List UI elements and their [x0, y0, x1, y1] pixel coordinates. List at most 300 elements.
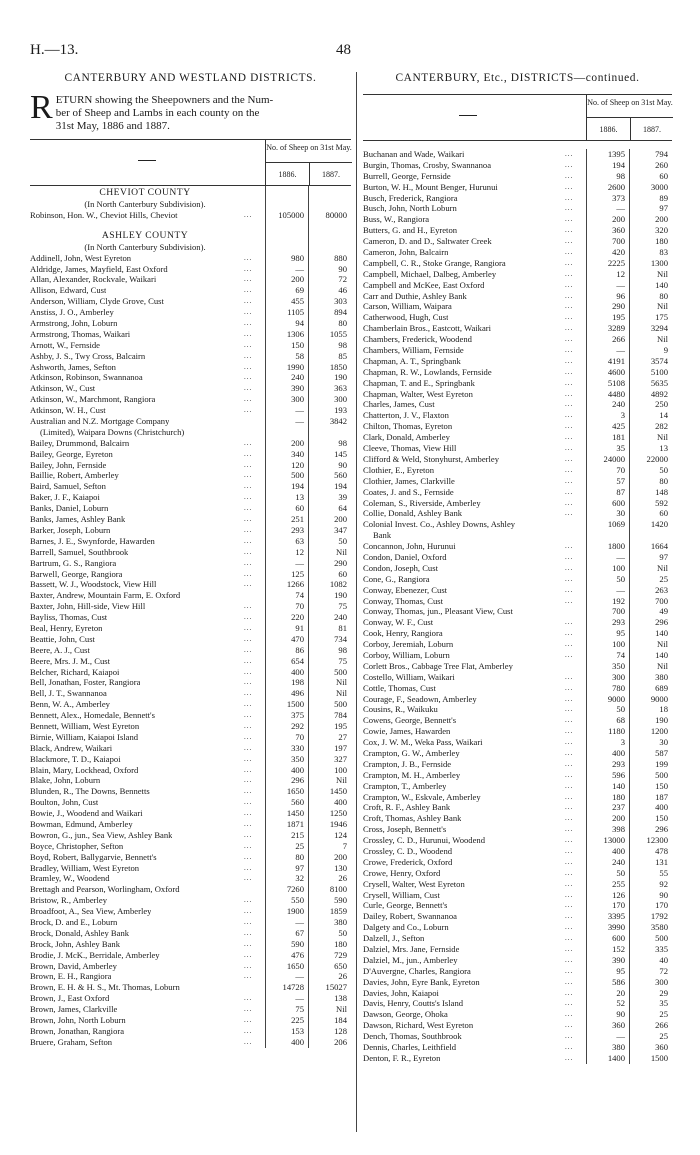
sheep-count-1887: 194 [334, 481, 347, 492]
sheepowner-row [363, 759, 672, 770]
sheep-count-1887: 592 [655, 497, 668, 508]
sheep-count-1887: 400 [655, 802, 668, 813]
sheepowner-row [363, 454, 672, 465]
sheep-count-1886: 98 [616, 170, 625, 181]
leader-dots: ... [244, 558, 253, 567]
owner-name: Conway, Ebenezer, Cust [363, 584, 448, 595]
sheep-count-1887: 98 [338, 339, 347, 350]
sheep-count-1886: 95 [616, 628, 625, 639]
leader-dots: ... [565, 857, 574, 866]
sheep-count-1886: 1069 [607, 519, 625, 530]
sheep-count-1886: 1306 [286, 328, 304, 339]
sheep-count-1886: 425 [612, 421, 625, 432]
owner-name: Condon, Daniel, Oxford [363, 551, 447, 562]
sheep-count-1887: 75 [338, 655, 347, 666]
owner-name: Beal, Henry, Eyreton [30, 622, 103, 633]
sheep-count-1887: 784 [334, 710, 347, 721]
leader-dots: ... [565, 422, 574, 431]
sheep-count-1886: 3 [620, 737, 625, 748]
sheepowner-row [30, 754, 351, 765]
sheepowner-row [363, 704, 672, 715]
owner-name: Conway, Thomas, Cust [363, 595, 443, 606]
sheepowner-row [363, 1009, 672, 1020]
sheepowner-row [363, 149, 672, 160]
sheep-count-1886: — [616, 279, 625, 290]
sheep-count-1887: Nil [657, 660, 668, 671]
owner-name: Belcher, Richard, Kaiapoi [30, 666, 120, 677]
owner-name: Chapman, Walter, West Eyreton [363, 388, 473, 399]
owner-name: Cottle, Thomas, Cust [363, 682, 436, 693]
owner-name: Birnie, William, Kaiapoi Island [30, 731, 139, 742]
leader-dots: ... [244, 732, 253, 741]
sheep-count-1886: 60 [295, 503, 304, 514]
sheepowner-row [363, 356, 672, 367]
leader-dots: ... [565, 302, 574, 311]
leader-dots: ... [565, 389, 574, 398]
owner-name: Brock, D. and E., Loburn [30, 917, 118, 927]
sheepowner-row [30, 699, 351, 710]
owner-name: Busch, John, North Loburn [363, 203, 457, 214]
leader-dots: ... [565, 738, 574, 747]
leader-dots: ... [244, 373, 253, 382]
leader-dots: ... [244, 286, 253, 295]
sheep-count-1887: 90 [659, 889, 668, 900]
county-heading [30, 186, 351, 199]
owner-name: Blunden, R., The Downs, Bennetts [30, 786, 150, 797]
sheep-count-1886: 194 [291, 481, 304, 492]
leader-dots: ... [565, 574, 574, 583]
owner-name: Brown, David, Amberley [30, 960, 117, 971]
sheepowner-row [363, 988, 672, 999]
sheep-count-1886: 292 [291, 720, 304, 731]
owner-name: Cowie, James, Hawarden [363, 726, 451, 737]
sheepowner-row [363, 508, 672, 519]
sheep-count-1886: — [616, 551, 625, 562]
owner-name: Bradley, William, West Eyreton [30, 862, 140, 873]
sheepowner-row [363, 1042, 672, 1053]
sheepowner-row [363, 465, 672, 476]
sheepowner-row [363, 530, 672, 541]
sheepowner-row [363, 737, 672, 748]
owner-name: Broadfoot, A., Sea View, Amberley [30, 906, 152, 917]
owner-name: Beattie, John, Cust [30, 633, 95, 644]
owner-name: Buss, W., Rangiora [363, 214, 430, 225]
leader-dots: ... [244, 406, 253, 415]
sheep-count-1887: 195 [334, 720, 347, 731]
sheepowner-row [363, 824, 672, 835]
sheep-count-1887: 300 [334, 394, 347, 405]
sheep-count-1886: 296 [291, 775, 304, 786]
owner-name: Crowe, Frederick, Oxford [363, 856, 453, 867]
owner-name: Crossley, C. D., Hurunui, Woodend [363, 835, 486, 846]
sheep-count-1887: 250 [655, 399, 668, 410]
sheepowner-row [30, 210, 351, 221]
sheepowner-row [30, 863, 351, 874]
sheepowner-row [30, 786, 351, 797]
sheepowner-row [363, 280, 672, 291]
owner-name: Blackmore, T. D., Kaiapoi [30, 753, 121, 764]
owner-name: Brock, John, Ashley Bank [30, 938, 120, 949]
owner-name: Bristow, R., Amberley [30, 895, 108, 906]
leader-dots: ... [244, 765, 253, 774]
sheep-count-1886: 126 [612, 889, 625, 900]
sheep-count-1887: 140 [655, 649, 668, 660]
header-dash [138, 160, 156, 161]
sheep-count-1887: 1420 [650, 519, 668, 530]
leader-dots: ... [244, 819, 253, 828]
subdivision-note [30, 242, 351, 253]
sheep-count-1887: 50 [338, 535, 347, 546]
owner-name: Brock, Donald, Ashley Bank [30, 927, 130, 938]
intro-line: 31st May, 1886 and 1887. [55, 120, 170, 132]
sheep-count-1886: 200 [291, 274, 304, 285]
sheep-count-1887: 81 [338, 622, 347, 633]
sheepowner-row [30, 732, 351, 743]
sheep-count-1886: 3990 [607, 922, 625, 933]
sheepowner-row [30, 852, 351, 863]
sheep-count-1886: 300 [612, 671, 625, 682]
sheepowner-row [30, 394, 351, 405]
sheepowner-row [363, 160, 672, 171]
sheep-count-1886: 70 [616, 464, 625, 475]
owner-name: Brown, James, Clarkville [30, 1004, 118, 1015]
sheepowner-row [363, 345, 672, 356]
sheep-count-1887: 170 [655, 900, 668, 911]
section-label: ASHLEY COUNTY [101, 229, 189, 241]
owner-name: Bramley, W., Woodend [30, 873, 110, 884]
sheep-count-1886: 390 [612, 954, 625, 965]
sheep-count-1887: 85 [338, 350, 347, 361]
sheepowner-row [30, 743, 351, 754]
sheep-count-1886: 980 [291, 252, 304, 263]
sheepowner-row [363, 563, 672, 574]
sheep-count-1887: 266 [655, 1020, 668, 1031]
sheep-count-1886: 1400 [607, 1052, 625, 1063]
leader-dots: ... [565, 1032, 574, 1041]
sheep-count-1886: 600 [612, 497, 625, 508]
sheep-count-1886: 1871 [286, 818, 304, 829]
leader-dots: ... [565, 966, 574, 975]
leader-dots: ... [565, 727, 574, 736]
sheepowner-row [363, 1031, 672, 1042]
leader-dots: ... [244, 264, 253, 273]
sheepowner-row [363, 410, 672, 421]
owner-name: Brodie, J. McK., Berridale, Amberley [30, 949, 160, 960]
leader-dots: ... [244, 721, 253, 730]
sheep-count-1887: 5635 [650, 377, 668, 388]
column-rule [629, 149, 630, 1064]
leader-dots: ... [565, 988, 574, 997]
sheep-count-1886: 496 [291, 688, 304, 699]
sheepowner-row [363, 399, 672, 410]
sheep-count-1886: 780 [612, 682, 625, 693]
sheep-count-1887: 145 [334, 448, 347, 459]
sheep-count-1887: 30 [659, 737, 668, 748]
sheepowner-row [363, 868, 672, 879]
sheep-count-1886: 500 [291, 470, 304, 481]
owner-name: Crampton, M. H., Amberley [363, 769, 461, 780]
owner-name: Cameron, D. and D., Saltwater Creek [363, 236, 492, 247]
sheep-count-1887: 360 [655, 1042, 668, 1053]
sheep-count-1886: 69 [295, 285, 304, 296]
sheep-count-1887: 97 [659, 203, 668, 214]
sheep-count-1887: 92 [659, 878, 668, 889]
sheep-count-1886: 293 [612, 758, 625, 769]
sheepowner-row [30, 372, 351, 383]
sheep-count-1887: 1850 [329, 361, 347, 372]
leader-dots: ... [244, 700, 253, 709]
year-1886-header: 1886. [599, 125, 618, 134]
owner-name: Benn, W. A., Amberley [30, 699, 110, 710]
sheep-count-1886: — [616, 203, 625, 214]
sheep-count-1886: 1990 [286, 361, 304, 372]
sheep-count-1886: — [295, 557, 304, 568]
leader-dots: ... [565, 476, 574, 485]
sheep-count-1887: 12300 [646, 835, 668, 846]
sheepowner-row [30, 656, 351, 667]
sheep-count-1886: 400 [291, 1036, 304, 1047]
leader-dots: ... [244, 896, 253, 905]
sheep-count-1887: 50 [659, 464, 668, 475]
sheep-count-1887: 729 [334, 949, 347, 960]
year-1886-header: 1886. [278, 170, 297, 179]
owner-name: Chapman, A. T., Springbank [363, 355, 461, 366]
leader-dots: ... [565, 444, 574, 453]
sheepowner-row [363, 182, 672, 193]
leader-dots: ... [565, 324, 574, 333]
sheep-count-1886: 400 [612, 747, 625, 758]
leader-dots: ... [565, 748, 574, 757]
sheep-count-1887: 290 [334, 557, 347, 568]
sheep-count-1887: 3574 [650, 355, 668, 366]
sheep-count-1886: 3 [620, 410, 625, 421]
owner-name: Coleman, S., Riverside, Amberley [363, 497, 481, 508]
sheep-count-1886: 1266 [286, 579, 304, 590]
sheep-count-1887: 40 [659, 954, 668, 965]
sheep-count-1887: 560 [334, 470, 347, 481]
sheep-count-1887: 347 [334, 524, 347, 535]
sheepowner-row [363, 683, 672, 694]
sheepowner-row [30, 1004, 351, 1015]
sheep-count-1887: 14 [659, 410, 668, 421]
sheepowner-row [30, 579, 351, 590]
owner-name: Bell, J. T., Swannanoa [30, 688, 107, 699]
sheepowner-row [363, 389, 672, 400]
sheep-count-1886: 1650 [286, 786, 304, 797]
owner-name: Cross, Joseph, Bennett's [363, 824, 447, 835]
sheep-count-1886: 200 [612, 813, 625, 824]
leader-dots: ... [565, 868, 574, 877]
sheepowner-row [363, 802, 672, 813]
left-column [30, 68, 351, 1048]
sheepowner-row [30, 264, 351, 275]
sheepowner-row [363, 900, 672, 911]
leader-dots: ... [244, 297, 253, 306]
leader-dots: ... [244, 743, 253, 752]
sheep-count-1886: 5108 [607, 377, 625, 388]
leader-dots: ... [244, 961, 253, 970]
sheep-count-1886: 74 [295, 590, 304, 601]
leader-dots: ... [244, 1026, 253, 1035]
sheep-count-1886: 290 [612, 301, 625, 312]
leader-dots: ... [244, 656, 253, 665]
sheep-count-1886: 400 [612, 846, 625, 856]
sheep-count-1887: 175 [655, 312, 668, 323]
sheep-count-1887: 650 [334, 960, 347, 971]
sheep-count-group-header [265, 140, 352, 185]
sheepowner-row [30, 590, 351, 601]
sheep-count-1886: 80 [295, 851, 304, 862]
sheepowner-row [30, 307, 351, 318]
sheep-count-1887: Nil [657, 432, 668, 443]
owner-name: Busch, Frederick, Rangiora [363, 192, 458, 203]
sheepowner-row [363, 247, 672, 258]
sheep-count-1887: 72 [338, 274, 347, 285]
leader-dots: ... [565, 433, 574, 442]
leader-dots: ... [565, 977, 574, 986]
sheepowner-row [30, 525, 351, 536]
sheep-count-1887: 80 [338, 318, 347, 329]
sheepowner-row [363, 421, 672, 432]
leader-dots: ... [244, 689, 253, 698]
owner-name: Crampton, W., Eskvale, Amberley [363, 791, 481, 802]
leader-dots: ... [565, 672, 574, 681]
sheepowner-row [363, 236, 672, 247]
sheepowner-row [363, 911, 672, 922]
sheep-count-1887: Nil [657, 334, 668, 345]
owner-name: Beere, A. J., Cust [30, 644, 90, 655]
sheep-count-1887: 22000 [646, 453, 668, 464]
sheep-count-1887: 46 [338, 285, 347, 296]
leader-dots: ... [565, 923, 574, 932]
sheep-count-1886: 70 [295, 601, 304, 612]
owner-name: Baillie, Robert, Amberley [30, 470, 119, 481]
sheep-count-1887: 55 [659, 867, 668, 878]
sheep-count-1886: 91 [295, 622, 304, 633]
leader-dots: ... [565, 683, 574, 692]
sheepowner-row [30, 449, 351, 460]
sheep-count-1887: 3842 [329, 416, 347, 427]
sheepowner-row [363, 487, 672, 498]
sheepowner-row [363, 225, 672, 236]
sheepowner-row [30, 438, 351, 449]
leader-dots: ... [244, 275, 253, 284]
sheep-count-1886: 237 [612, 802, 625, 813]
leader-dots: ... [244, 340, 253, 349]
leader-dots: ... [565, 716, 574, 725]
sheepowner-row [363, 291, 672, 302]
owner-name: Bailey, Drummond, Balcairn [30, 437, 130, 448]
sheep-count-1887: 1082 [329, 579, 347, 590]
owner-name: Croft, Thomas, Ashley Bank [363, 813, 462, 824]
leader-dots: ... [244, 210, 253, 219]
leader-dots: ... [565, 542, 574, 551]
sheep-count-1886: 293 [612, 617, 625, 628]
sheepowner-row [363, 661, 672, 672]
owner-name: Cameron, John, Balcairn [363, 247, 449, 258]
leader-dots: ... [565, 150, 574, 158]
leader-dots: ... [565, 269, 574, 278]
owner-name: Campbell, Michael, Dalbeg, Amberley [363, 268, 497, 279]
sheep-count-1886: 12 [295, 546, 304, 557]
leader-dots: ... [244, 874, 253, 883]
sheep-count-1886: 150 [291, 339, 304, 350]
owner-name: Barrell, Samuel, Southbrook [30, 546, 129, 557]
sheep-count-1887: 25 [659, 1009, 668, 1020]
sheep-count-1886: 195 [612, 312, 625, 323]
leader-dots: ... [565, 585, 574, 594]
sheep-count-1887: 97 [659, 551, 668, 562]
owner-name: Chapman, T. and E., Springbank [363, 377, 475, 388]
sheepowner-row [363, 443, 672, 454]
owner-name: Banks, Daniel, Loburn [30, 503, 109, 514]
owner-name: Brown, J., East Oxford [30, 993, 110, 1004]
owner-name: Courage, F., Seadown, Amberley [363, 693, 477, 704]
sheepowner-row [363, 726, 672, 737]
sheep-count-1887: 263 [655, 584, 668, 595]
leader-dots: ... [244, 939, 253, 948]
sheep-count-1886: 340 [291, 448, 304, 459]
leader-dots: ... [244, 351, 253, 360]
sheep-count-1887: Nil [336, 677, 347, 688]
owner-name: Bailey, John, Fernside [30, 459, 107, 470]
owner-name: Ashby, J. S., Twy Cross, Balcairn [30, 350, 146, 361]
owner-name: Brown, E. H., Rangiora [30, 971, 112, 982]
sheepowner-row [30, 710, 351, 721]
sheep-count-1886: 180 [612, 791, 625, 802]
sheep-count-1886: 57 [616, 475, 625, 486]
owner-name: Allison, Edward, Cust [30, 285, 107, 296]
sheep-count-1886: 293 [291, 524, 304, 535]
sheepowner-row [30, 939, 351, 950]
sheep-count-1887: 138 [334, 993, 347, 1004]
sheep-count-1886: 75 [295, 1004, 304, 1015]
sheep-count-1887: 130 [334, 862, 347, 873]
sheep-count-1887: 1055 [329, 328, 347, 339]
group-label: No. of Sheep on 31st May. [266, 143, 352, 152]
sheep-count-1886: 586 [612, 976, 625, 987]
sheep-count-1887: 75 [338, 601, 347, 612]
sheep-count-1887: 140 [655, 279, 668, 290]
sheepowner-row [30, 873, 351, 884]
owner-name: Burton, W. H., Mount Benger, Hurunui [363, 181, 498, 192]
sheep-count-1886: 13 [295, 492, 304, 503]
sheep-count-1886: 240 [612, 399, 625, 410]
sheep-count-1886: 700 [612, 236, 625, 247]
owner-name: Colonial Invest. Co., Ashley Downs, Ashley [363, 519, 516, 530]
sheep-count-1887: 13 [659, 443, 668, 454]
leader-dots: ... [565, 705, 574, 714]
sheep-count-1887: 199 [655, 758, 668, 769]
leader-dots: ... [244, 623, 253, 632]
owner-name: Bayliss, Thomas, Cust [30, 612, 108, 623]
sheep-count-1886: 68 [616, 715, 625, 726]
leader-dots: ... [565, 759, 574, 768]
sheep-count-1887: 60 [659, 170, 668, 181]
sheep-count-1887: 64 [338, 503, 347, 514]
sheep-count-1887: 80 [659, 290, 668, 301]
owner-name: Atkinson, W. H., Cust [30, 405, 106, 416]
sheepowner-row [30, 547, 351, 558]
leader-dots: ... [244, 645, 253, 654]
sheep-count-1887: 18 [659, 704, 668, 715]
sheepowner-row [363, 715, 672, 726]
leader-dots: ... [244, 852, 253, 861]
sheep-count-1887: 60 [659, 508, 668, 519]
owner-name: Aldridge, James, Mayfield, East Oxford [30, 263, 168, 274]
sheep-count-1886: 97 [295, 862, 304, 873]
owner-name: Carson, William, Waipara [363, 301, 452, 312]
